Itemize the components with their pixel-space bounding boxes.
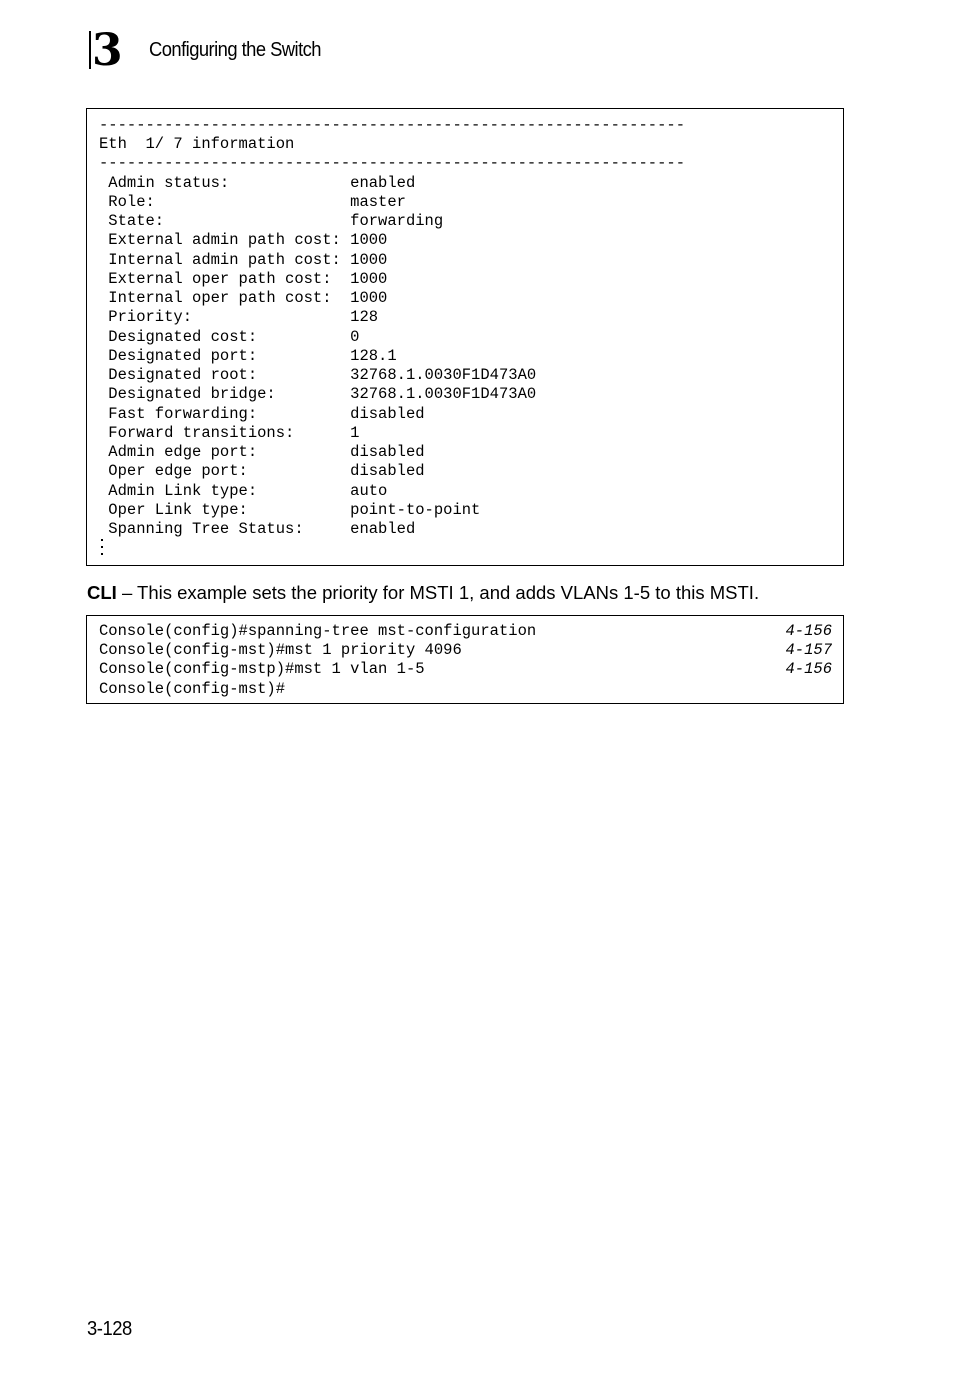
- cli-command-line: Console(config-mst)#: [99, 680, 286, 698]
- cli-command-line: Console(config)#spanning-tree mst-configuration: [99, 622, 537, 640]
- output-line: State: forwarding: [99, 212, 444, 230]
- output-line: Spanning Tree Status: enabled: [99, 520, 416, 538]
- cli-command-line: Console(config-mstp)#mst 1 vlan 1-5: [99, 660, 425, 678]
- cli-command-line: Console(config-mst)#mst 1 priority 4096: [99, 641, 462, 659]
- output-line: Admin status: enabled: [99, 174, 416, 192]
- cli-command-reference: 4-157: [785, 641, 832, 659]
- output-line: Eth 1/ 7 information: [99, 135, 295, 153]
- cli-command-reference: 4-156: [785, 660, 832, 678]
- output-line: Internal oper path cost: 1000: [99, 289, 388, 307]
- cli-intro-text: – This example sets the priority for MSTI 1, and adds VLANs 1-5 to this MSTI.: [116, 582, 760, 603]
- page-number: 3-128: [87, 1318, 132, 1340]
- output-line: Oper edge port: disabled: [99, 462, 425, 480]
- cli-intro-paragraph: [87, 580, 759, 606]
- output-line: Designated port: 128.1: [99, 347, 397, 365]
- cli-command-reference: 4-156: [785, 622, 832, 640]
- output-line: Admin edge port: disabled: [99, 443, 425, 461]
- cli-example-box: [86, 615, 844, 704]
- output-line: ---------------------------------------------------------------: [99, 154, 685, 172]
- output-line: Role: master: [99, 193, 406, 211]
- output-line: External oper path cost: 1000: [99, 270, 388, 288]
- vertical-ellipsis-icon: [101, 538, 104, 556]
- cli-label: CLI: [87, 582, 117, 603]
- output-line: Forward transitions: 1: [99, 424, 360, 442]
- output-line: Oper Link type: point-to-point: [99, 501, 481, 519]
- output-line: Fast forwarding: disabled: [99, 405, 425, 423]
- output-line: Designated bridge: 32768.1.0030F1D473A0: [99, 385, 537, 403]
- output-line: Admin Link type: auto: [99, 482, 388, 500]
- chapter-number: 3: [92, 25, 123, 76]
- output-line: Designated cost: 0: [99, 328, 360, 346]
- chapter-title: Configuring the Switch: [149, 39, 321, 61]
- output-line: External admin path cost: 1000: [99, 231, 388, 249]
- chapter-number-mark: [89, 25, 127, 76]
- port-information-output-box: [86, 108, 844, 566]
- output-line: Internal admin path cost: 1000: [99, 251, 388, 269]
- output-line: ---------------------------------------------------------------: [99, 116, 685, 134]
- chapter-mark-bar: [89, 31, 91, 69]
- output-line: Designated root: 32768.1.0030F1D473A0: [99, 366, 537, 384]
- output-line: Priority: 128: [99, 308, 379, 326]
